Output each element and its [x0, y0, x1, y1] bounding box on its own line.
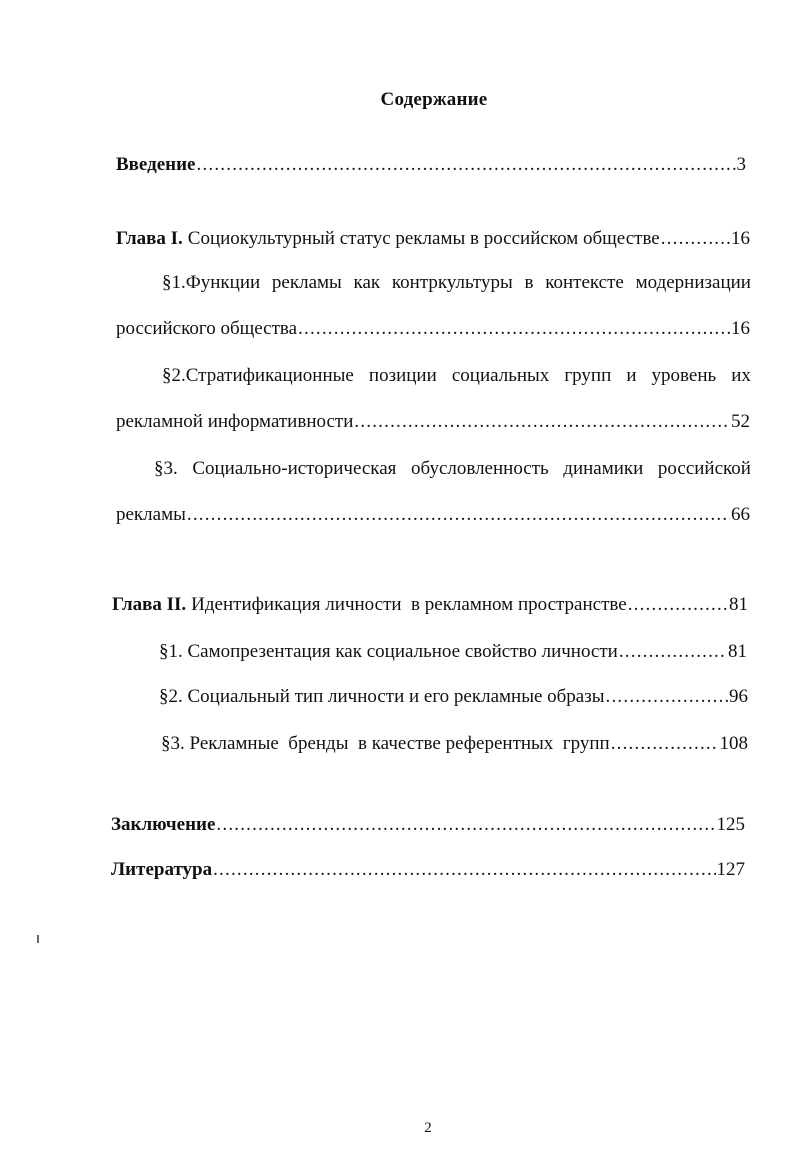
toc-label: Введение — [116, 154, 196, 175]
toc-page-number: 16 — [731, 228, 750, 249]
toc-entry-conclusion[interactable] — [111, 813, 745, 837]
dot-leader — [298, 317, 730, 341]
word: динамики — [563, 458, 644, 479]
word: §2.Стратификационные — [162, 365, 354, 386]
word: обусловленность — [411, 458, 549, 479]
dot-leader — [661, 227, 730, 251]
toc-page-number: 125 — [716, 814, 745, 835]
toc-label: Заключение — [111, 814, 216, 835]
word: §3. — [154, 458, 178, 479]
section-title-continued: рекламной информативности — [116, 411, 354, 432]
section-title-continued: российского общества — [116, 318, 298, 339]
toc-section-1-3-line-1[interactable] — [154, 457, 751, 481]
section-title: §3. Рекламные бренды в качестве референтных групп — [161, 733, 610, 754]
toc-page-number: 108 — [719, 733, 748, 754]
toc-page-number: 127 — [716, 859, 745, 880]
word: уровень — [651, 365, 717, 386]
dot-leader — [628, 593, 728, 617]
toc-page-number: 66 — [731, 504, 750, 525]
word: как — [353, 272, 381, 293]
dot-leader — [216, 813, 715, 837]
toc-label: Литература — [111, 859, 213, 880]
dot-leader — [187, 503, 730, 527]
chapter-title: Социокультурный статус рекламы в российском обществе — [187, 228, 660, 249]
word: §1.Функции — [162, 272, 261, 293]
toc-section-2-3[interactable] — [161, 732, 748, 756]
word: групп — [564, 365, 612, 386]
word: позиции — [368, 365, 437, 386]
toc-page-number: 16 — [731, 318, 750, 339]
dot-leader — [354, 410, 730, 434]
word: модернизации — [635, 272, 751, 293]
section-title-continued: рекламы — [116, 504, 186, 525]
page-title: Содержание — [380, 89, 488, 110]
toc-section-2-1[interactable] — [159, 640, 747, 664]
toc-entry-chapter-2[interactable] — [112, 593, 748, 617]
chapter-label: Глава II. — [112, 594, 187, 615]
word: рекламы — [271, 272, 342, 293]
section-title: §2. Социальный тип личности и его рекламные образы — [159, 686, 605, 707]
toc-section-2-2[interactable] — [159, 685, 748, 709]
dot-leader — [611, 732, 719, 756]
word: их — [731, 365, 751, 386]
toc-entry-literature[interactable] — [111, 858, 745, 882]
toc-page-number: 96 — [729, 686, 748, 707]
toc-section-1-2-line-2[interactable] — [116, 410, 750, 434]
toc-page-number: 81 — [728, 641, 747, 662]
dot-leader — [197, 153, 736, 177]
toc-page-number: 3 — [736, 154, 746, 175]
word: контексте — [545, 272, 624, 293]
toc-entry-chapter-1[interactable] — [116, 227, 750, 251]
dot-leader — [606, 685, 728, 709]
chapter-label: Глава I. — [116, 228, 183, 249]
dot-leader — [619, 640, 727, 664]
scan-artifact — [37, 935, 39, 943]
toc-page-number: 52 — [731, 411, 750, 432]
toc-section-1-3-line-2[interactable] — [116, 503, 750, 527]
word: российской — [657, 458, 751, 479]
toc-section-1-1-line-1[interactable] — [162, 271, 751, 295]
chapter-title: Идентификация личности в рекламном пространстве — [191, 594, 627, 615]
word: Социально-историческая — [192, 458, 397, 479]
toc-entry-intro[interactable] — [116, 153, 746, 177]
section-title: §1. Самопрезентация как социальное свойство личности — [159, 641, 618, 662]
toc-section-1-1-line-2[interactable] — [116, 317, 750, 341]
word: в — [524, 272, 534, 293]
toc-page-number: 81 — [729, 594, 748, 615]
dot-leader — [213, 858, 715, 882]
word: контркультуры — [391, 272, 513, 293]
word: социальных — [451, 365, 550, 386]
word: и — [626, 365, 637, 386]
toc-section-1-2-line-1[interactable] — [162, 364, 751, 388]
page-number: 2 — [424, 1120, 432, 1136]
